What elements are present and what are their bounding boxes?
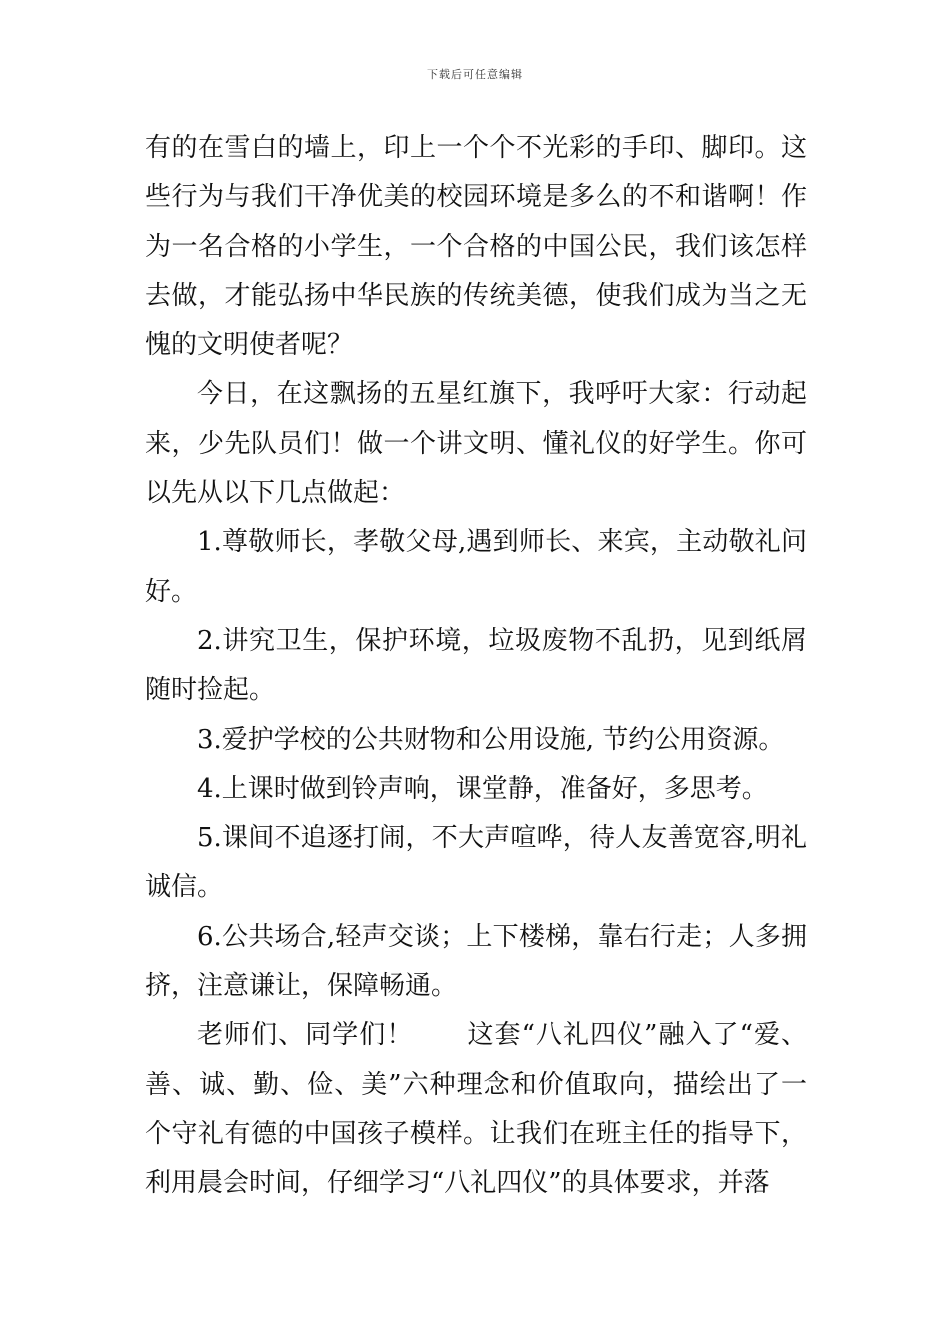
list-item-3: 3.爱护学校的公共财物和公用设施, 节约公用资源。 <box>197 724 785 755</box>
paragraph-1: 有的在雪白的墙上，印上一个个不光彩的手印、脚印。这些行为与我们干净优美的校园环境是多么的不和谐啊！作为一名合格的小学生，一个合格的中国公民，我们该怎样去做，才能弘扬中华民族的传统美德，使我们成为当之无愧的文明使者呢？ <box>145 133 807 361</box>
list-item-6: 6.公共场合,轻声交谈；上下楼梯，靠右行走；人多拥挤，注意谦让，保障畅通。 <box>145 921 807 1002</box>
document-body <box>145 124 807 1209</box>
list-item-5: 5.课间不追逐打闹，不大声喧哗，待人友善宽容,明礼诚信。 <box>145 823 807 903</box>
list-item-2: 2.讲究卫生，保护环境，垃圾废物不乱扔，见到纸屑随时捡起。 <box>145 625 807 706</box>
paragraph-closing: 老师们、同学们！ 这套“八礼四仪”融入了“爱、善、诚、勤、俭、美”六种理念和价值取向，描绘出了一个守礼有德的中国孩子模样。让我们在班主任的指导下，利用晨会时间，仔细学习“八礼四仪”的具体要求，并落 <box>145 1020 807 1199</box>
download-note: 下载后可任意编辑 <box>427 68 523 81</box>
list-item-4: 4.上课时做到铃声响，课堂静，准备好，多思考。 <box>197 773 768 804</box>
paragraph-2: 今日，在这飘扬的五星红旗下，我呼吁大家：行动起来，少先队员们！做一个讲文明、懂礼仪的好学生。你可以先从以下几点做起： <box>145 379 807 509</box>
list-item-1: 1.尊敬师长，孝敬父母,遇到师长、来宾，主动敬礼问好。 <box>145 527 807 607</box>
